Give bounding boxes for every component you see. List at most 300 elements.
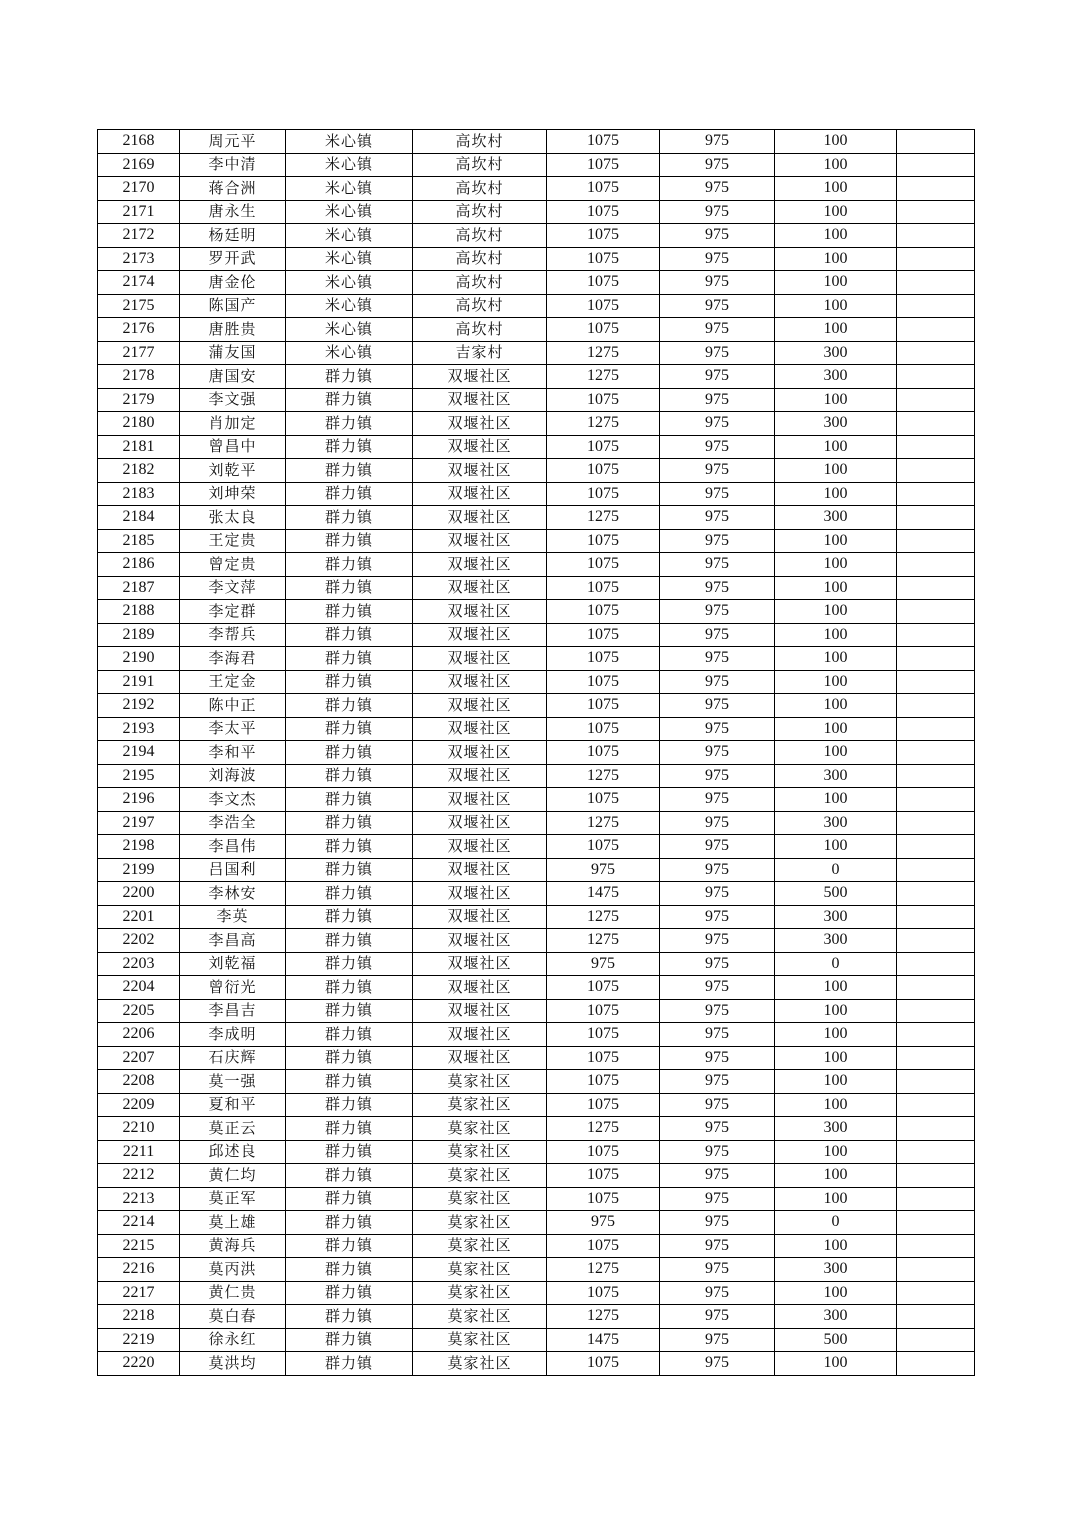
base-amount-cell: 975 — [660, 271, 775, 295]
difference-cell: 100 — [775, 1187, 897, 1211]
remark-cell — [897, 294, 975, 318]
name-cell: 莫正军 — [180, 1187, 286, 1211]
town-cell: 群力镇 — [286, 1117, 413, 1141]
amount-cell: 1075 — [547, 388, 660, 412]
difference-cell: 100 — [775, 200, 897, 224]
table-row — [98, 177, 975, 201]
name-cell: 邱述良 — [180, 1140, 286, 1164]
amount-cell: 975 — [547, 858, 660, 882]
difference-cell: 100 — [775, 459, 897, 483]
remark-cell — [897, 247, 975, 271]
name-cell: 莫正云 — [180, 1117, 286, 1141]
town-cell: 群力镇 — [286, 576, 413, 600]
name-cell: 李昌伟 — [180, 835, 286, 859]
amount-cell: 1075 — [547, 1140, 660, 1164]
town-cell: 米心镇 — [286, 341, 413, 365]
remark-cell — [897, 435, 975, 459]
serial-number-cell: 2200 — [98, 882, 180, 906]
base-amount-cell: 975 — [660, 388, 775, 412]
table-row — [98, 1258, 975, 1282]
amount-cell: 1075 — [547, 318, 660, 342]
town-cell: 群力镇 — [286, 858, 413, 882]
remark-cell — [897, 1046, 975, 1070]
table-row — [98, 1352, 975, 1376]
serial-number-cell: 2216 — [98, 1258, 180, 1282]
name-cell: 张太良 — [180, 506, 286, 530]
base-amount-cell: 975 — [660, 764, 775, 788]
amount-cell: 1075 — [547, 200, 660, 224]
town-cell: 米心镇 — [286, 271, 413, 295]
serial-number-cell: 2172 — [98, 224, 180, 248]
village-cell: 高坎村 — [413, 177, 547, 201]
table-row — [98, 811, 975, 835]
amount-cell: 1075 — [547, 247, 660, 271]
name-cell: 陈国产 — [180, 294, 286, 318]
remark-cell — [897, 1352, 975, 1376]
base-amount-cell: 975 — [660, 1305, 775, 1329]
remark-cell — [897, 1258, 975, 1282]
village-cell: 莫家社区 — [413, 1211, 547, 1235]
difference-cell: 100 — [775, 647, 897, 671]
village-cell: 莫家社区 — [413, 1234, 547, 1258]
amount-cell: 1475 — [547, 1328, 660, 1352]
table-row — [98, 529, 975, 553]
village-cell: 莫家社区 — [413, 1187, 547, 1211]
town-cell: 群力镇 — [286, 365, 413, 389]
serial-number-cell: 2218 — [98, 1305, 180, 1329]
base-amount-cell: 975 — [660, 623, 775, 647]
serial-number-cell: 2214 — [98, 1211, 180, 1235]
amount-cell: 1075 — [547, 1281, 660, 1305]
name-cell: 李中清 — [180, 153, 286, 177]
village-cell: 双堰社区 — [413, 506, 547, 530]
table-row — [98, 412, 975, 436]
village-cell: 双堰社区 — [413, 717, 547, 741]
serial-number-cell: 2195 — [98, 764, 180, 788]
village-cell: 双堰社区 — [413, 388, 547, 412]
serial-number-cell: 2192 — [98, 694, 180, 718]
difference-cell: 100 — [775, 1023, 897, 1047]
table-row — [98, 576, 975, 600]
table-row — [98, 1093, 975, 1117]
table-row — [98, 271, 975, 295]
amount-cell: 1275 — [547, 412, 660, 436]
difference-cell: 0 — [775, 1211, 897, 1235]
town-cell: 群力镇 — [286, 882, 413, 906]
remark-cell — [897, 177, 975, 201]
name-cell: 蒲友国 — [180, 341, 286, 365]
town-cell: 群力镇 — [286, 529, 413, 553]
base-amount-cell: 975 — [660, 247, 775, 271]
difference-cell: 100 — [775, 130, 897, 154]
table-row — [98, 788, 975, 812]
serial-number-cell: 2189 — [98, 623, 180, 647]
table-row — [98, 882, 975, 906]
village-cell: 双堰社区 — [413, 482, 547, 506]
village-cell: 双堰社区 — [413, 952, 547, 976]
name-cell: 王定贵 — [180, 529, 286, 553]
amount-cell: 1075 — [547, 694, 660, 718]
name-cell: 李浩全 — [180, 811, 286, 835]
base-amount-cell: 975 — [660, 553, 775, 577]
name-cell: 曾昌中 — [180, 435, 286, 459]
serial-number-cell: 2193 — [98, 717, 180, 741]
name-cell: 蒋合洲 — [180, 177, 286, 201]
name-cell: 周元平 — [180, 130, 286, 154]
base-amount-cell: 975 — [660, 905, 775, 929]
town-cell: 群力镇 — [286, 435, 413, 459]
base-amount-cell: 975 — [660, 999, 775, 1023]
base-amount-cell: 975 — [660, 1258, 775, 1282]
town-cell: 群力镇 — [286, 788, 413, 812]
name-cell: 徐永红 — [180, 1328, 286, 1352]
serial-number-cell: 2220 — [98, 1352, 180, 1376]
difference-cell: 100 — [775, 694, 897, 718]
base-amount-cell: 975 — [660, 576, 775, 600]
base-amount-cell: 975 — [660, 1164, 775, 1188]
table-row — [98, 1117, 975, 1141]
name-cell: 唐国安 — [180, 365, 286, 389]
town-cell: 群力镇 — [286, 1211, 413, 1235]
remark-cell — [897, 1023, 975, 1047]
name-cell: 李文杰 — [180, 788, 286, 812]
table-row — [98, 623, 975, 647]
village-cell: 双堰社区 — [413, 858, 547, 882]
serial-number-cell: 2182 — [98, 459, 180, 483]
difference-cell: 100 — [775, 1281, 897, 1305]
amount-cell: 1475 — [547, 882, 660, 906]
amount-cell: 1075 — [547, 1046, 660, 1070]
village-cell: 吉家村 — [413, 341, 547, 365]
table-row — [98, 294, 975, 318]
amount-cell: 1075 — [547, 1093, 660, 1117]
serial-number-cell: 2176 — [98, 318, 180, 342]
amount-cell: 1275 — [547, 811, 660, 835]
village-cell: 双堰社区 — [413, 647, 547, 671]
serial-number-cell: 2208 — [98, 1070, 180, 1094]
table-row — [98, 224, 975, 248]
town-cell: 群力镇 — [286, 717, 413, 741]
village-cell: 莫家社区 — [413, 1070, 547, 1094]
serial-number-cell: 2169 — [98, 153, 180, 177]
town-cell: 群力镇 — [286, 1328, 413, 1352]
difference-cell: 300 — [775, 365, 897, 389]
serial-number-cell: 2181 — [98, 435, 180, 459]
remark-cell — [897, 647, 975, 671]
amount-cell: 1075 — [547, 553, 660, 577]
base-amount-cell: 975 — [660, 482, 775, 506]
table-row — [98, 247, 975, 271]
amount-cell: 1275 — [547, 506, 660, 530]
serial-number-cell: 2187 — [98, 576, 180, 600]
difference-cell: 100 — [775, 999, 897, 1023]
remark-cell — [897, 1070, 975, 1094]
amount-cell: 1075 — [547, 976, 660, 1000]
amount-cell: 1075 — [547, 435, 660, 459]
serial-number-cell: 2205 — [98, 999, 180, 1023]
amount-cell: 1075 — [547, 1352, 660, 1376]
difference-cell: 100 — [775, 224, 897, 248]
roster-body — [98, 130, 975, 1376]
village-cell: 高坎村 — [413, 294, 547, 318]
remark-cell — [897, 1140, 975, 1164]
base-amount-cell: 975 — [660, 811, 775, 835]
base-amount-cell: 975 — [660, 294, 775, 318]
table-row — [98, 694, 975, 718]
difference-cell: 100 — [775, 435, 897, 459]
base-amount-cell: 975 — [660, 224, 775, 248]
amount-cell: 1075 — [547, 741, 660, 765]
base-amount-cell: 975 — [660, 459, 775, 483]
base-amount-cell: 975 — [660, 741, 775, 765]
base-amount-cell: 975 — [660, 1187, 775, 1211]
base-amount-cell: 975 — [660, 1046, 775, 1070]
difference-cell: 100 — [775, 553, 897, 577]
difference-cell: 100 — [775, 1352, 897, 1376]
table-row — [98, 717, 975, 741]
remark-cell — [897, 153, 975, 177]
town-cell: 群力镇 — [286, 506, 413, 530]
serial-number-cell: 2178 — [98, 365, 180, 389]
table-row — [98, 741, 975, 765]
name-cell: 石庆辉 — [180, 1046, 286, 1070]
base-amount-cell: 975 — [660, 670, 775, 694]
base-amount-cell: 975 — [660, 506, 775, 530]
table-row — [98, 482, 975, 506]
town-cell: 群力镇 — [286, 999, 413, 1023]
amount-cell: 975 — [547, 952, 660, 976]
town-cell: 群力镇 — [286, 623, 413, 647]
base-amount-cell: 975 — [660, 1140, 775, 1164]
difference-cell: 300 — [775, 506, 897, 530]
town-cell: 米心镇 — [286, 153, 413, 177]
remark-cell — [897, 1281, 975, 1305]
table-row — [98, 1211, 975, 1235]
village-cell: 双堰社区 — [413, 459, 547, 483]
name-cell: 李帮兵 — [180, 623, 286, 647]
remark-cell — [897, 623, 975, 647]
serial-number-cell: 2209 — [98, 1093, 180, 1117]
amount-cell: 1075 — [547, 294, 660, 318]
name-cell: 吕国利 — [180, 858, 286, 882]
village-cell: 双堰社区 — [413, 929, 547, 953]
difference-cell: 100 — [775, 835, 897, 859]
town-cell: 群力镇 — [286, 694, 413, 718]
remark-cell — [897, 882, 975, 906]
amount-cell: 1275 — [547, 929, 660, 953]
name-cell: 李文萍 — [180, 576, 286, 600]
remark-cell — [897, 999, 975, 1023]
difference-cell: 300 — [775, 811, 897, 835]
name-cell: 王定金 — [180, 670, 286, 694]
difference-cell: 100 — [775, 1046, 897, 1070]
table-row — [98, 999, 975, 1023]
amount-cell: 1075 — [547, 177, 660, 201]
amount-cell: 1075 — [547, 1070, 660, 1094]
village-cell: 双堰社区 — [413, 576, 547, 600]
serial-number-cell: 2207 — [98, 1046, 180, 1070]
serial-number-cell: 2184 — [98, 506, 180, 530]
name-cell: 黄海兵 — [180, 1234, 286, 1258]
difference-cell: 300 — [775, 341, 897, 365]
table-row — [98, 153, 975, 177]
remark-cell — [897, 717, 975, 741]
name-cell: 刘乾福 — [180, 952, 286, 976]
village-cell: 高坎村 — [413, 200, 547, 224]
remark-cell — [897, 506, 975, 530]
difference-cell: 100 — [775, 1070, 897, 1094]
table-row — [98, 764, 975, 788]
difference-cell: 300 — [775, 905, 897, 929]
table-row — [98, 318, 975, 342]
base-amount-cell: 975 — [660, 717, 775, 741]
base-amount-cell: 975 — [660, 788, 775, 812]
difference-cell: 100 — [775, 1140, 897, 1164]
base-amount-cell: 975 — [660, 130, 775, 154]
table-row — [98, 506, 975, 530]
amount-cell: 1075 — [547, 717, 660, 741]
remark-cell — [897, 412, 975, 436]
difference-cell: 100 — [775, 576, 897, 600]
base-amount-cell: 975 — [660, 976, 775, 1000]
remark-cell — [897, 1211, 975, 1235]
serial-number-cell: 2185 — [98, 529, 180, 553]
base-amount-cell: 975 — [660, 1328, 775, 1352]
village-cell: 双堰社区 — [413, 788, 547, 812]
name-cell: 李太平 — [180, 717, 286, 741]
amount-cell: 1075 — [547, 529, 660, 553]
amount-cell: 1075 — [547, 1023, 660, 1047]
difference-cell: 100 — [775, 623, 897, 647]
table-row — [98, 341, 975, 365]
base-amount-cell: 975 — [660, 153, 775, 177]
name-cell: 莫上雄 — [180, 1211, 286, 1235]
name-cell: 莫一强 — [180, 1070, 286, 1094]
difference-cell: 100 — [775, 976, 897, 1000]
remark-cell — [897, 553, 975, 577]
base-amount-cell: 975 — [660, 1281, 775, 1305]
difference-cell: 100 — [775, 788, 897, 812]
name-cell: 黄仁均 — [180, 1164, 286, 1188]
remark-cell — [897, 482, 975, 506]
town-cell: 群力镇 — [286, 811, 413, 835]
table-row — [98, 929, 975, 953]
town-cell: 群力镇 — [286, 1258, 413, 1282]
village-cell: 双堰社区 — [413, 412, 547, 436]
amount-cell: 1075 — [547, 647, 660, 671]
village-cell: 莫家社区 — [413, 1281, 547, 1305]
town-cell: 群力镇 — [286, 1023, 413, 1047]
serial-number-cell: 2171 — [98, 200, 180, 224]
serial-number-cell: 2197 — [98, 811, 180, 835]
name-cell: 罗开武 — [180, 247, 286, 271]
base-amount-cell: 975 — [660, 1211, 775, 1235]
town-cell: 群力镇 — [286, 1234, 413, 1258]
town-cell: 群力镇 — [286, 905, 413, 929]
roster-table — [97, 129, 975, 1376]
table-row — [98, 835, 975, 859]
difference-cell: 100 — [775, 529, 897, 553]
remark-cell — [897, 976, 975, 1000]
difference-cell: 100 — [775, 388, 897, 412]
village-cell: 双堰社区 — [413, 529, 547, 553]
amount-cell: 975 — [547, 1211, 660, 1235]
difference-cell: 0 — [775, 858, 897, 882]
name-cell: 曾衍光 — [180, 976, 286, 1000]
base-amount-cell: 975 — [660, 1352, 775, 1376]
village-cell: 高坎村 — [413, 153, 547, 177]
name-cell: 李文强 — [180, 388, 286, 412]
remark-cell — [897, 224, 975, 248]
serial-number-cell: 2177 — [98, 341, 180, 365]
remark-cell — [897, 929, 975, 953]
name-cell: 李昌高 — [180, 929, 286, 953]
name-cell: 李林安 — [180, 882, 286, 906]
town-cell: 群力镇 — [286, 600, 413, 624]
difference-cell: 100 — [775, 670, 897, 694]
table-row — [98, 976, 975, 1000]
base-amount-cell: 975 — [660, 412, 775, 436]
difference-cell: 100 — [775, 294, 897, 318]
remark-cell — [897, 788, 975, 812]
remark-cell — [897, 1328, 975, 1352]
table-row — [98, 858, 975, 882]
base-amount-cell: 975 — [660, 1070, 775, 1094]
remark-cell — [897, 1305, 975, 1329]
table-row — [98, 905, 975, 929]
remark-cell — [897, 952, 975, 976]
village-cell: 高坎村 — [413, 130, 547, 154]
remark-cell — [897, 600, 975, 624]
name-cell: 莫丙洪 — [180, 1258, 286, 1282]
remark-cell — [897, 1093, 975, 1117]
base-amount-cell: 975 — [660, 365, 775, 389]
remark-cell — [897, 341, 975, 365]
name-cell: 唐胜贵 — [180, 318, 286, 342]
table-row — [98, 1234, 975, 1258]
name-cell: 李和平 — [180, 741, 286, 765]
serial-number-cell: 2201 — [98, 905, 180, 929]
remark-cell — [897, 811, 975, 835]
base-amount-cell: 975 — [660, 529, 775, 553]
difference-cell: 100 — [775, 482, 897, 506]
amount-cell: 1075 — [547, 999, 660, 1023]
table-row — [98, 459, 975, 483]
base-amount-cell: 975 — [660, 177, 775, 201]
town-cell: 米心镇 — [286, 318, 413, 342]
name-cell: 唐永生 — [180, 200, 286, 224]
difference-cell: 300 — [775, 929, 897, 953]
serial-number-cell: 2183 — [98, 482, 180, 506]
difference-cell: 500 — [775, 882, 897, 906]
difference-cell: 0 — [775, 952, 897, 976]
remark-cell — [897, 905, 975, 929]
base-amount-cell: 975 — [660, 435, 775, 459]
name-cell: 刘坤荣 — [180, 482, 286, 506]
amount-cell: 1075 — [547, 1164, 660, 1188]
remark-cell — [897, 858, 975, 882]
town-cell: 群力镇 — [286, 929, 413, 953]
serial-number-cell: 2179 — [98, 388, 180, 412]
town-cell: 群力镇 — [286, 1070, 413, 1094]
remark-cell — [897, 741, 975, 765]
difference-cell: 300 — [775, 764, 897, 788]
serial-number-cell: 2180 — [98, 412, 180, 436]
town-cell: 群力镇 — [286, 976, 413, 1000]
difference-cell: 300 — [775, 1258, 897, 1282]
difference-cell: 100 — [775, 153, 897, 177]
base-amount-cell: 975 — [660, 1117, 775, 1141]
